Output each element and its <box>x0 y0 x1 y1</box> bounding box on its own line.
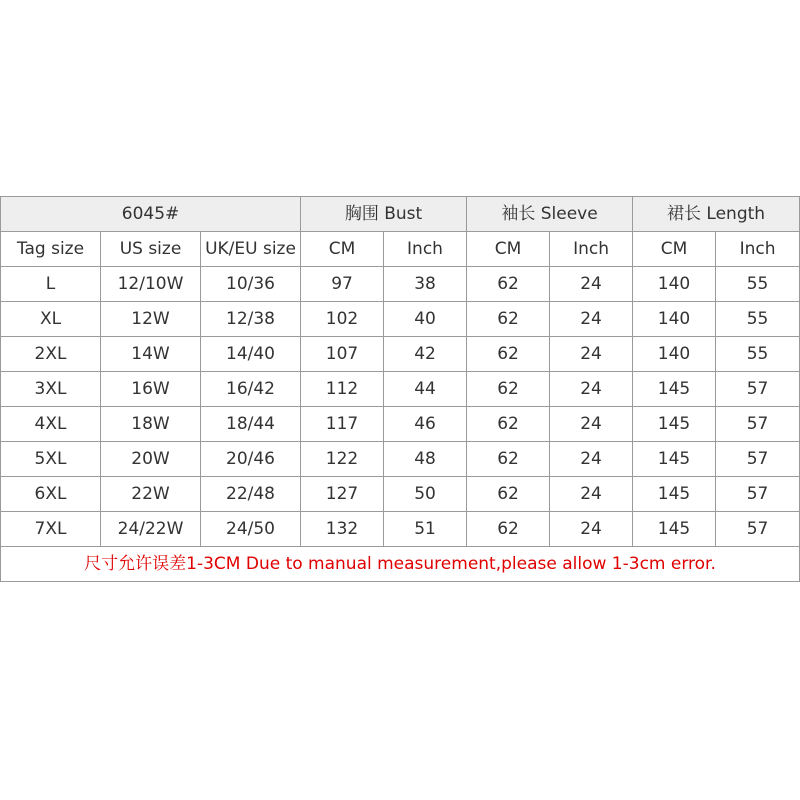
sleeve-inch-cell: 24 <box>550 442 633 477</box>
tag-size-cell: 5XL <box>1 442 101 477</box>
length-inch-cell: 57 <box>716 442 800 477</box>
sleeve-cm-cell: 62 <box>467 302 550 337</box>
length-group-header: 裙长 Length <box>633 197 800 232</box>
ukeu-size-cell: 10/36 <box>201 267 301 302</box>
length-inch-cell: 57 <box>716 512 800 547</box>
tag-size-cell: 3XL <box>1 372 101 407</box>
length-cm-cell: 140 <box>633 302 716 337</box>
sleeve-cm-cell: 62 <box>467 477 550 512</box>
bust-cm-header: CM <box>301 232 384 267</box>
tag-size-cell: 4XL <box>1 407 101 442</box>
ukeu-size-cell: 18/44 <box>201 407 301 442</box>
bust-cm-cell: 122 <box>301 442 384 477</box>
sleeve-cm-cell: 62 <box>467 267 550 302</box>
table-row <box>1 302 800 337</box>
us-size-cell: 18W <box>101 407 201 442</box>
us-size-cell: 12W <box>101 302 201 337</box>
length-inch-cell: 55 <box>716 267 800 302</box>
tag-size-cell: 2XL <box>1 337 101 372</box>
column-header-row <box>1 232 800 267</box>
ukeu-size-cell: 22/48 <box>201 477 301 512</box>
ukeu-size-cell: 12/38 <box>201 302 301 337</box>
length-cm-cell: 145 <box>633 477 716 512</box>
length-cm-cell: 140 <box>633 337 716 372</box>
sleeve-cm-cell: 62 <box>467 372 550 407</box>
table-row <box>1 442 800 477</box>
tag-size-header: Tag size <box>1 232 101 267</box>
us-size-cell: 22W <box>101 477 201 512</box>
ukeu-size-cell: 20/46 <box>201 442 301 477</box>
us-size-cell: 12/10W <box>101 267 201 302</box>
us-size-cell: 14W <box>101 337 201 372</box>
length-inch-header: Inch <box>716 232 800 267</box>
us-size-header: US size <box>101 232 201 267</box>
length-inch-cell: 57 <box>716 407 800 442</box>
length-inch-cell: 57 <box>716 372 800 407</box>
bust-inch-cell: 51 <box>384 512 467 547</box>
bust-inch-cell: 50 <box>384 477 467 512</box>
bust-inch-cell: 40 <box>384 302 467 337</box>
tag-size-cell: L <box>1 267 101 302</box>
bust-cm-cell: 132 <box>301 512 384 547</box>
table-row <box>1 372 800 407</box>
ukeu-size-header: UK/EU size <box>201 232 301 267</box>
length-cm-cell: 145 <box>633 372 716 407</box>
length-cm-cell: 145 <box>633 407 716 442</box>
table-row <box>1 477 800 512</box>
us-size-cell: 16W <box>101 372 201 407</box>
sleeve-inch-cell: 24 <box>550 512 633 547</box>
length-inch-cell: 55 <box>716 337 800 372</box>
length-inch-cell: 55 <box>716 302 800 337</box>
tag-size-cell: 7XL <box>1 512 101 547</box>
sleeve-inch-cell: 24 <box>550 337 633 372</box>
ukeu-size-cell: 16/42 <box>201 372 301 407</box>
sleeve-inch-cell: 24 <box>550 267 633 302</box>
bust-inch-cell: 44 <box>384 372 467 407</box>
table-row <box>1 407 800 442</box>
table-row <box>1 512 800 547</box>
note-row <box>1 547 800 582</box>
bust-cm-cell: 112 <box>301 372 384 407</box>
bust-inch-cell: 46 <box>384 407 467 442</box>
sleeve-cm-cell: 62 <box>467 442 550 477</box>
sleeve-cm-header: CM <box>467 232 550 267</box>
bust-inch-header: Inch <box>384 232 467 267</box>
tag-size-cell: 6XL <box>1 477 101 512</box>
length-inch-cell: 57 <box>716 477 800 512</box>
bust-inch-cell: 48 <box>384 442 467 477</box>
sleeve-cm-cell: 62 <box>467 337 550 372</box>
size-chart-table <box>0 196 800 582</box>
tag-size-cell: XL <box>1 302 101 337</box>
group-header-row <box>1 197 800 232</box>
length-cm-header: CM <box>633 232 716 267</box>
sleeve-cm-cell: 62 <box>467 407 550 442</box>
measurement-note: 尺寸允许误差1-3CM Due to manual measurement,please allow 1-3cm error. <box>1 547 800 582</box>
table-row <box>1 337 800 372</box>
ukeu-size-cell: 14/40 <box>201 337 301 372</box>
sleeve-inch-cell: 24 <box>550 302 633 337</box>
sleeve-inch-cell: 24 <box>550 477 633 512</box>
length-cm-cell: 140 <box>633 267 716 302</box>
sleeve-group-header: 袖长 Sleeve <box>467 197 633 232</box>
bust-cm-cell: 127 <box>301 477 384 512</box>
us-size-cell: 24/22W <box>101 512 201 547</box>
bust-inch-cell: 38 <box>384 267 467 302</box>
length-cm-cell: 145 <box>633 512 716 547</box>
bust-cm-cell: 117 <box>301 407 384 442</box>
sleeve-inch-header: Inch <box>550 232 633 267</box>
bust-inch-cell: 42 <box>384 337 467 372</box>
sleeve-inch-cell: 24 <box>550 407 633 442</box>
length-cm-cell: 145 <box>633 442 716 477</box>
bust-cm-cell: 107 <box>301 337 384 372</box>
bust-cm-cell: 97 <box>301 267 384 302</box>
sleeve-inch-cell: 24 <box>550 372 633 407</box>
sleeve-cm-cell: 62 <box>467 512 550 547</box>
model-code-cell: 6045# <box>1 197 301 232</box>
us-size-cell: 20W <box>101 442 201 477</box>
bust-cm-cell: 102 <box>301 302 384 337</box>
bust-group-header: 胸围 Bust <box>301 197 467 232</box>
ukeu-size-cell: 24/50 <box>201 512 301 547</box>
table-row <box>1 267 800 302</box>
